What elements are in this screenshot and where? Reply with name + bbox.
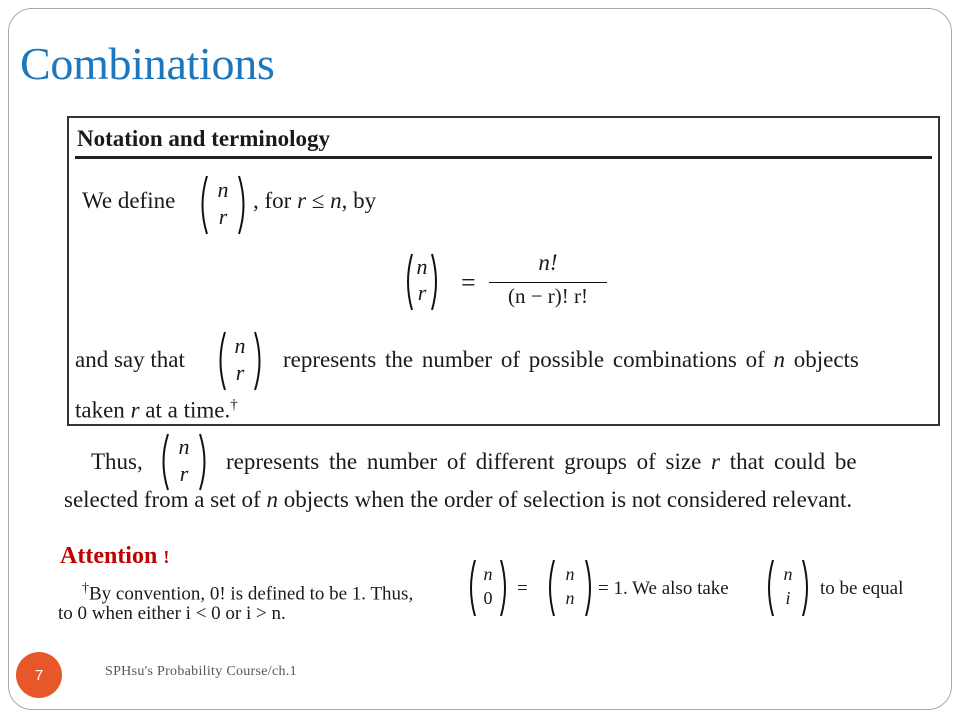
attention-bang: ! bbox=[163, 547, 170, 567]
combinations-text bbox=[283, 345, 859, 375]
taken-b: at a time. bbox=[139, 397, 231, 423]
notation-box bbox=[67, 116, 940, 426]
right-paren bbox=[430, 252, 441, 312]
binom-bottom: r bbox=[179, 461, 189, 486]
heading-rule bbox=[75, 156, 932, 159]
taken-text bbox=[75, 390, 238, 426]
fraction-numerator: n! bbox=[538, 250, 558, 275]
binomial-n-0 bbox=[466, 558, 510, 618]
footer-text: SPHsu's Probability Course/ch.1 bbox=[105, 664, 297, 679]
formula-fraction bbox=[489, 250, 607, 314]
page-number-badge: 7 bbox=[16, 652, 62, 698]
line3-text: represents the number of possible combinations of bbox=[283, 347, 774, 372]
binom-top: n bbox=[565, 564, 575, 584]
definition-line bbox=[82, 186, 175, 216]
thus-line2-a: selected from a set of bbox=[64, 487, 267, 512]
thus-line2 bbox=[64, 485, 852, 515]
right-paren bbox=[198, 432, 210, 492]
equals-sign: = bbox=[517, 578, 528, 599]
definition-line-rest bbox=[253, 186, 376, 216]
footnote-text-a: By convention, 0! is defined to be 1. Thus, bbox=[89, 583, 414, 605]
binom-top: n bbox=[234, 333, 246, 358]
le-sign: ≤ bbox=[306, 188, 331, 213]
thus-label: Thus, bbox=[91, 449, 143, 474]
right-paren bbox=[253, 330, 265, 392]
binomial-n-n bbox=[545, 558, 595, 618]
right-paren bbox=[499, 558, 510, 618]
attention-label bbox=[60, 541, 169, 572]
fraction-bar bbox=[489, 282, 607, 283]
dagger-mark: † bbox=[230, 397, 238, 413]
binomial-n-r-3 bbox=[158, 432, 210, 492]
equals-sign: = bbox=[461, 268, 476, 297]
var-r: r bbox=[130, 397, 140, 423]
binomial-n-r-2 bbox=[215, 330, 265, 392]
right-paren bbox=[801, 558, 812, 618]
thus-b: that could be bbox=[720, 449, 857, 474]
var-n: n bbox=[773, 347, 785, 372]
var-n: n bbox=[330, 188, 342, 213]
for-text: , for bbox=[253, 188, 298, 213]
binom-top: n bbox=[178, 434, 190, 459]
footnote-text-b: = 1. We also take bbox=[598, 578, 729, 599]
binom-top: n bbox=[416, 254, 428, 279]
var-r: r bbox=[711, 449, 720, 474]
binomial-n-r bbox=[197, 174, 249, 236]
binom-top: n bbox=[217, 177, 229, 202]
binom-bottom: 0 bbox=[483, 588, 493, 608]
right-paren bbox=[237, 174, 249, 236]
binom-bottom: r bbox=[218, 204, 228, 229]
var-n: n bbox=[266, 487, 278, 512]
binomial-n-i bbox=[764, 558, 812, 618]
binom-bottom: n bbox=[565, 588, 575, 608]
binom-bottom: r bbox=[235, 360, 245, 385]
define-text: We define bbox=[82, 188, 176, 213]
binom-bottom: i bbox=[785, 588, 791, 608]
footnote-dagger: † bbox=[82, 581, 89, 596]
thus-a: represents the number of different groups of size bbox=[226, 449, 712, 474]
var-r: r bbox=[297, 188, 307, 213]
footnote-text-c: to be equal bbox=[820, 578, 904, 599]
binom-top: n bbox=[483, 564, 493, 584]
by-text: , by bbox=[341, 188, 377, 213]
binom-bottom: r bbox=[417, 280, 427, 305]
box-heading: Notation and terminology bbox=[77, 126, 330, 151]
taken-a: taken bbox=[75, 397, 131, 423]
say-that-text: and say that bbox=[75, 347, 185, 372]
fraction-denominator: (n − r)! r! bbox=[507, 284, 589, 308]
objects-text: objects bbox=[784, 347, 859, 372]
thus-line2-b: objects when the order of selection is not considered relevant. bbox=[277, 487, 853, 512]
footnote-line2: to 0 when either i < 0 or i > n. bbox=[58, 603, 286, 624]
formula-binomial bbox=[403, 252, 441, 312]
slide-title: Combinations bbox=[20, 38, 275, 89]
attention-text: Attention bbox=[60, 543, 158, 569]
right-paren bbox=[584, 558, 595, 618]
thus-text bbox=[226, 447, 857, 477]
binom-top: n bbox=[783, 564, 793, 584]
